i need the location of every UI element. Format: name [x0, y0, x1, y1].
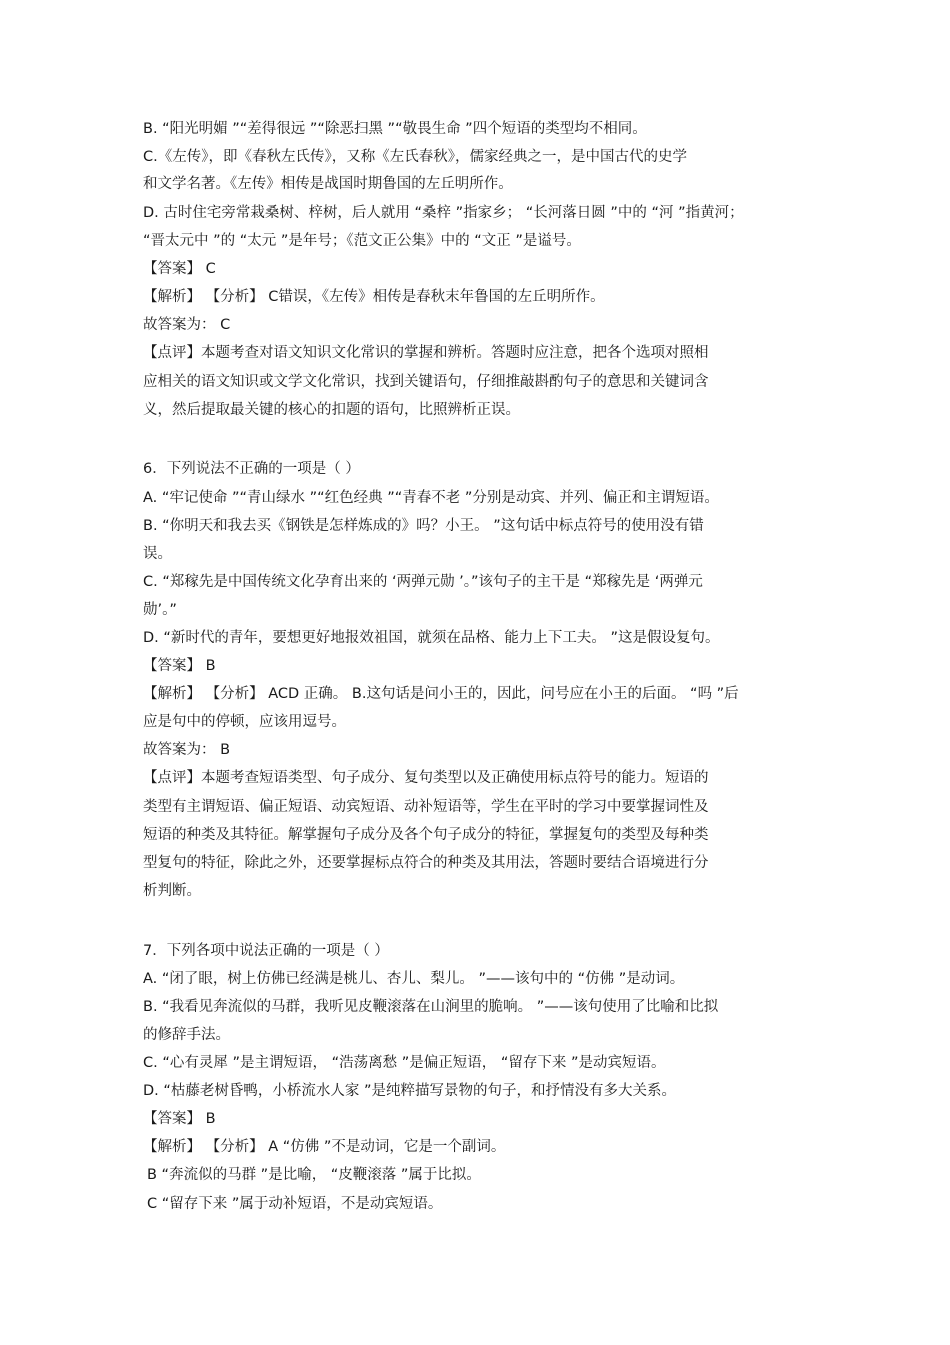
q7-option-b: B. “我看见奔流似的马群，我听见皮鞭滚落在山涧里的脆响。 ”——该句使用了比喻和比拟 [143, 999, 719, 1015]
q6-option-c: C. “郑稼先是中国传统文化孕育出来的 ‘两弹元勋 ’。”该句子的主干是 “郑稼先是 ‘两弹元 [143, 574, 703, 590]
q7-analysis: 【解析】 【分析】 A “仿佛 ”不是动词，它是一个副词。 [143, 1139, 506, 1155]
q7-analysis-b: B “奔流似的马群 ”是比喻， “皮鞭滚落 ”属于比拟。 [147, 1167, 481, 1183]
q6-comment: 【点评】本题考查短语类型、句子成分、复句类型以及正确使用标点符号的能力。短语的 [143, 770, 709, 786]
comment-text-cont: 应相关的语文知识或文学文化常识，找到关键语句，仔细推敲斟酌句子的意思和关键词含 [143, 374, 709, 390]
q6-final-answer: 故答案为： B [143, 742, 231, 758]
q6-comment-cont: 类型有主谓短语、偏正短语、动宾短语、动补短语等，学生在平时的学习中要掌握词性及 [143, 799, 709, 815]
option-b-text: B. “阳光明媚 ”“差得很远 ”“除恶扫黑 ”“敬畏生命 ”四个短语的类型均不相同。 [143, 121, 647, 137]
option-c-text-cont: 和文学名著。《左传》相传是战国时期鲁国的左丘明所作。 [143, 176, 513, 192]
q6-option-a: A. “牢记使命 ”“青山绿水 ”“红色经典 ”“青春不老 ”分别是动宾、并列、偏正和主谓短语。 [143, 490, 719, 506]
q7-option-b-cont: 的修辞手法。 [143, 1027, 230, 1043]
q6-comment-cont: 型复句的特征，除此之外，还要掌握标点符合的种类及其用法，答题时要结合语境进行分 [143, 855, 709, 871]
question-7-title: 7．下列各项中说法正确的一项是（ ） [143, 943, 389, 959]
q6-option-b-cont: 误。 [143, 546, 172, 562]
question-6-title: 6．下列说法不正确的一项是（ ） [143, 461, 360, 477]
q6-option-d: D. “新时代的青年，要想更好地报效祖国，就须在品格、能力上下工夫。 ”这是假设复句。 [143, 630, 720, 646]
q6-analysis: 【解析】 【分析】 ACD 正确。 B.这句话是问小王的，因此，问号应在小王的后面。 “吗 ”后 [143, 686, 739, 702]
q7-option-a: A. “闭了眼，树上仿佛已经满是桃儿、杏儿、梨儿。 ”——该句中的 “仿佛 ”是动词。 [143, 971, 685, 987]
analysis-text: 【解析】 【分析】 C错误，《左传》相传是春秋末年鲁国的左丘明所作。 [143, 289, 605, 305]
comment-text-cont: 义，然后提取最关键的核心的扣题的语句，比照辨析正误。 [143, 402, 520, 418]
q6-analysis-cont: 应是句中的停顿，应该用逗号。 [143, 714, 346, 730]
q7-answer: 【答案】 B [143, 1111, 216, 1127]
option-d-text-cont: “晋太元中 ”的 “太元 ”是年号；《范文正公集》中的 “文正 ”是谥号。 [143, 233, 581, 249]
q7-option-d: D. “枯藤老树昏鸭，小桥流水人家 ”是纯粹描写景物的句子，和抒情没有多大关系。 [143, 1083, 677, 1099]
q6-answer: 【答案】 B [143, 658, 216, 674]
q7-option-c: C. “心有灵犀 ”是主谓短语， “浩荡离愁 ”是偏正短语， “留存下来 ”是动宾短语。 [143, 1055, 666, 1071]
q6-comment-cont: 短语的种类及其特征。解掌握句子成分及各个句子成分的特征，掌握复句的类型及每种类 [143, 827, 709, 843]
option-d-text: D. 古时住宅旁常栽桑树、梓树，后人就用 “桑梓 ”指家乡； “长河落日圆 ”中的 “河 ”指黄河； [143, 205, 744, 221]
answer-label: 【答案】 C [143, 261, 216, 277]
q6-option-b: B. “你明天和我去买《钢铁是怎样炼成的》吗？小王。 ”这句话中标点符号的使用没有错 [143, 518, 704, 534]
q6-option-c-cont: 勋’。” [143, 602, 177, 618]
q7-analysis-c: C “留存下来 ”属于动补短语，不是动宾短语。 [147, 1196, 443, 1212]
q6-comment-cont: 析判断。 [143, 883, 201, 899]
final-answer: 故答案为： C [143, 317, 231, 333]
option-c-text: C.《左传》，即《春秋左氏传》，又称《左氏春秋》，儒家经典之一，是中国古代的史学 [143, 149, 687, 165]
comment-text: 【点评】本题考查对语文知识文化常识的掌握和辨析。答题时应注意，把各个选项对照相 [143, 345, 709, 361]
